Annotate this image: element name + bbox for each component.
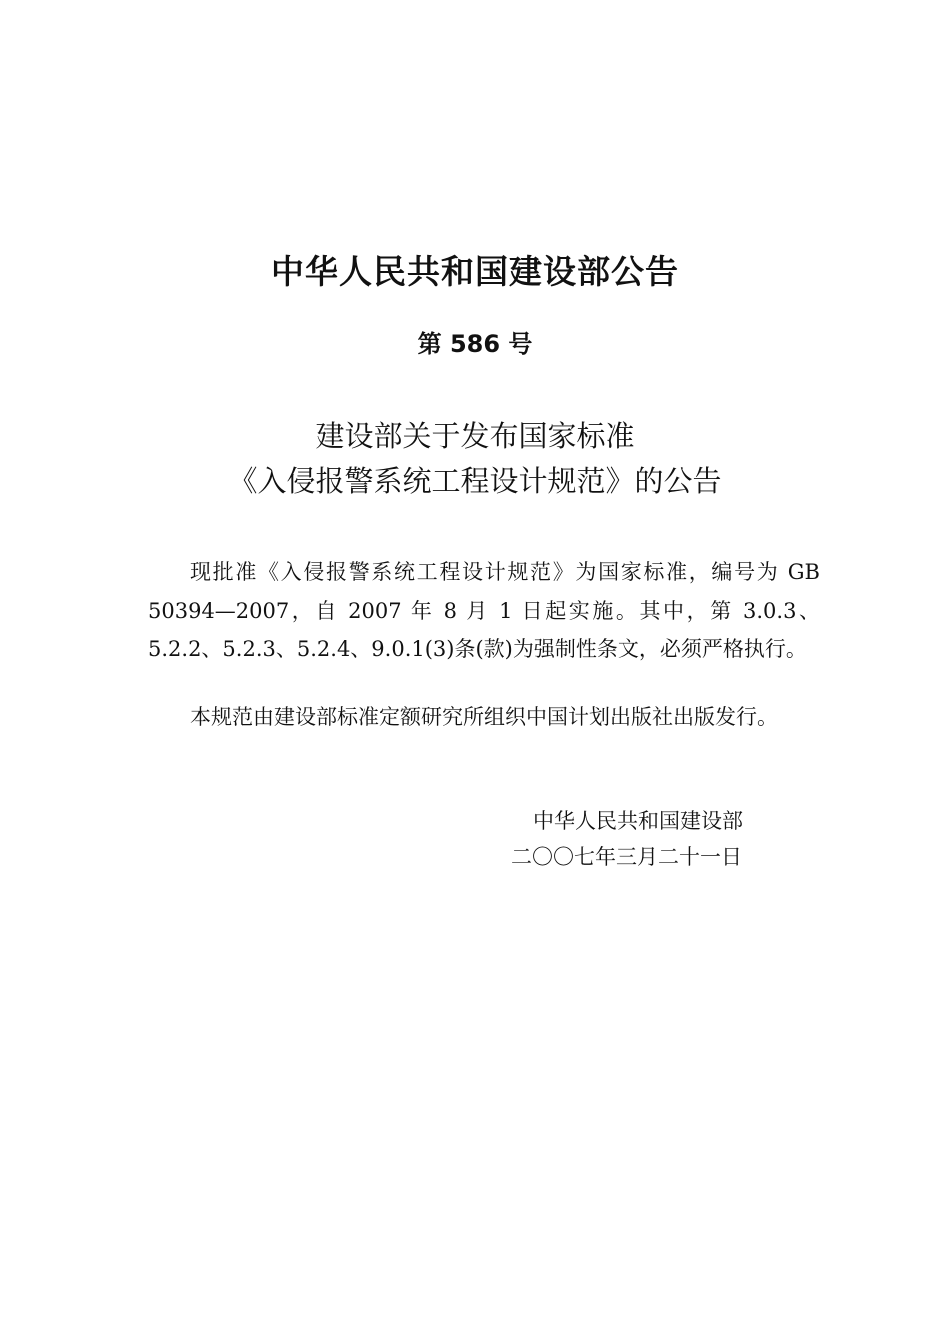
notice-number: 第 586 号 — [417, 330, 533, 358]
notice-subtitle-line1: 建设部关于发布国家标准 — [315, 419, 635, 453]
body-paragraph-publishing: 本规范由建设部标准定额研究所组织中国计划出版社出版发行。 — [190, 705, 778, 729]
body-paragraph-approval: 现批准《入侵报警系统工程设计规范》为国家标准，编号为 GB 50394—2007，自 2007 年 8 月 1 日起实施。其中，第 3.0.3、5.2.2、5.2.3、5.2.4、9.0.1(3)条(款)为强制性条文，必须严格执行。 — [148, 560, 820, 661]
notice-title: 中华人民共和国建设部公告 — [271, 252, 679, 291]
notice-subtitle-line2: 《入侵报警系统工程设计规范》的公告 — [228, 464, 722, 498]
signature-organization: 中华人民共和国建设部 — [533, 809, 743, 833]
signature-date: 二〇〇七年三月二十一日 — [511, 845, 742, 869]
